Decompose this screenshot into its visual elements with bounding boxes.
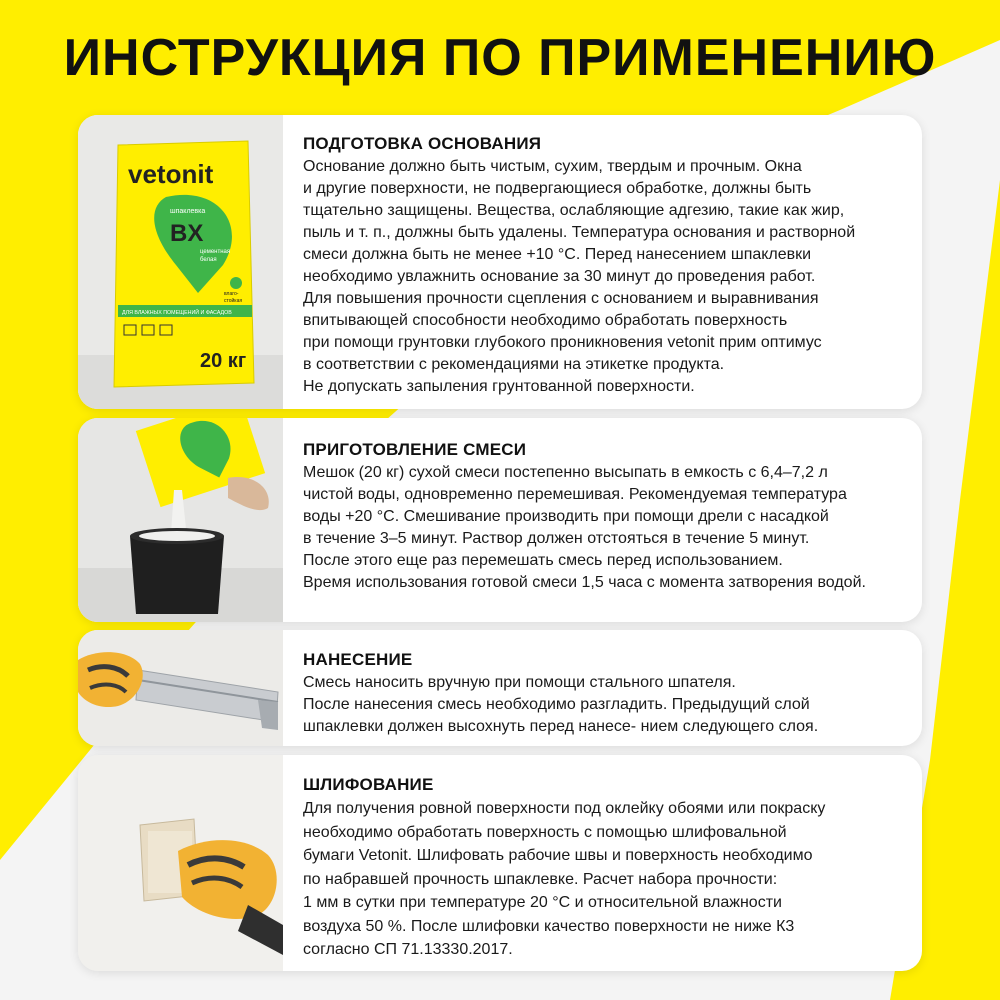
section-text	[283, 630, 922, 746]
product-bag-image	[78, 115, 283, 409]
section-text	[283, 755, 922, 971]
pouring-into-bucket-image	[78, 418, 283, 622]
svg-text:белая: белая	[200, 257, 217, 263]
section-body: Основание должно быть чистым, сухим, твердым и прочным. Окна и другие поверхности, не подвергающиеся обработке, должны быть тщательно защищены. Вещества, ослабляющие адгезию, такие как жир, пыль и т. п., должны быть удалены. Температура основания и растворной смеси должна быть не менее +10 °С. Перед нанесением шпаклевки необходимо увлажнить основание за 30 минут до проведения работ. Для повышения прочности сцепления с основанием и выравнивания впитывающей способности необходимо обработать поверхность при помощи грунтовки глубокого проникновения vetonit прим оптимус в соответствии с рекомендациями на этикетке продукта. Не допускать запыления грунтованной поверхности.	[303, 158, 856, 395]
section-heading: ПОДГОТОВКА ОСНОВАНИЯ	[303, 134, 542, 153]
section-card-sanding	[78, 755, 922, 971]
svg-text:шпаклевка: шпаклевка	[170, 208, 206, 215]
svg-text:влаго-: влаго-	[224, 291, 239, 297]
section-heading: ПРИГОТОВЛЕНИЕ СМЕСИ	[303, 440, 527, 459]
section-text	[283, 115, 922, 409]
spatula-on-wall-image	[78, 630, 283, 746]
svg-text:20 кг: 20 кг	[200, 350, 247, 372]
water-drop-icon	[230, 277, 242, 289]
sanding-block-image	[78, 755, 283, 971]
section-body: Смесь наносить вручную при помощи стального шпателя. После нанесения смесь необходимо разгладить. Предыдущий слой шпаклевки должен высохнуть перед нанесе- нием следующего слоя.	[303, 674, 819, 735]
section-card-application	[78, 630, 922, 746]
section-card-mixing	[78, 418, 922, 622]
bucket-shape	[130, 536, 224, 614]
section-heading: ШЛИФОВАНИЕ	[303, 775, 434, 794]
bag-brand: vetonit	[128, 159, 214, 189]
section-body: Для получения ровной поверхности под оклейку обоями или покраску необходимо обработать поверхность с помощью шлифовальной бумаги Vetonit. Шлифовать рабочие швы и поверхность необходимо по набравшей прочность шпаклевке. Расчет набора прочности: 1 мм в сутки при температуре 20 °С и относительной влажности воздуха 50 %. После шлифовки качество поверхности не ниже К3 согласно СП 71.13330.2017.	[303, 800, 826, 958]
page-title: ИНСТРУКЦИЯ ПО ПРИМЕНЕНИЮ	[63, 29, 937, 87]
section-heading: НАНЕСЕНИЕ	[303, 650, 413, 669]
section-text	[283, 418, 922, 622]
svg-text:цементная: цементная	[200, 249, 231, 255]
section-card-surface-preparation	[78, 115, 922, 409]
section-body: Мешок (20 кг) сухой смеси постепенно высыпать в емкость с 6,4–7,2 л чистой воды, одновременно перемешивая. Рекомендуемая температура воды +20 °С. Смешивание производить при помощи дрели с насадкой в течение 3–5 минут. Раствор должен отстояться в течение 5 минут. После этого еще раз перемешать смесь перед использованием. Время использования готовой смеси 1,5 часа с момента затворения водой.	[303, 464, 866, 591]
svg-text:стойкая: стойкая	[224, 298, 243, 304]
svg-text:ДЛЯ ВЛАЖНЫХ ПОМЕЩЕНИЙ И ФАСАДО: ДЛЯ ВЛАЖНЫХ ПОМЕЩЕНИЙ И ФАСАДОВ	[122, 310, 232, 316]
svg-text:BX: BX	[170, 220, 204, 247]
